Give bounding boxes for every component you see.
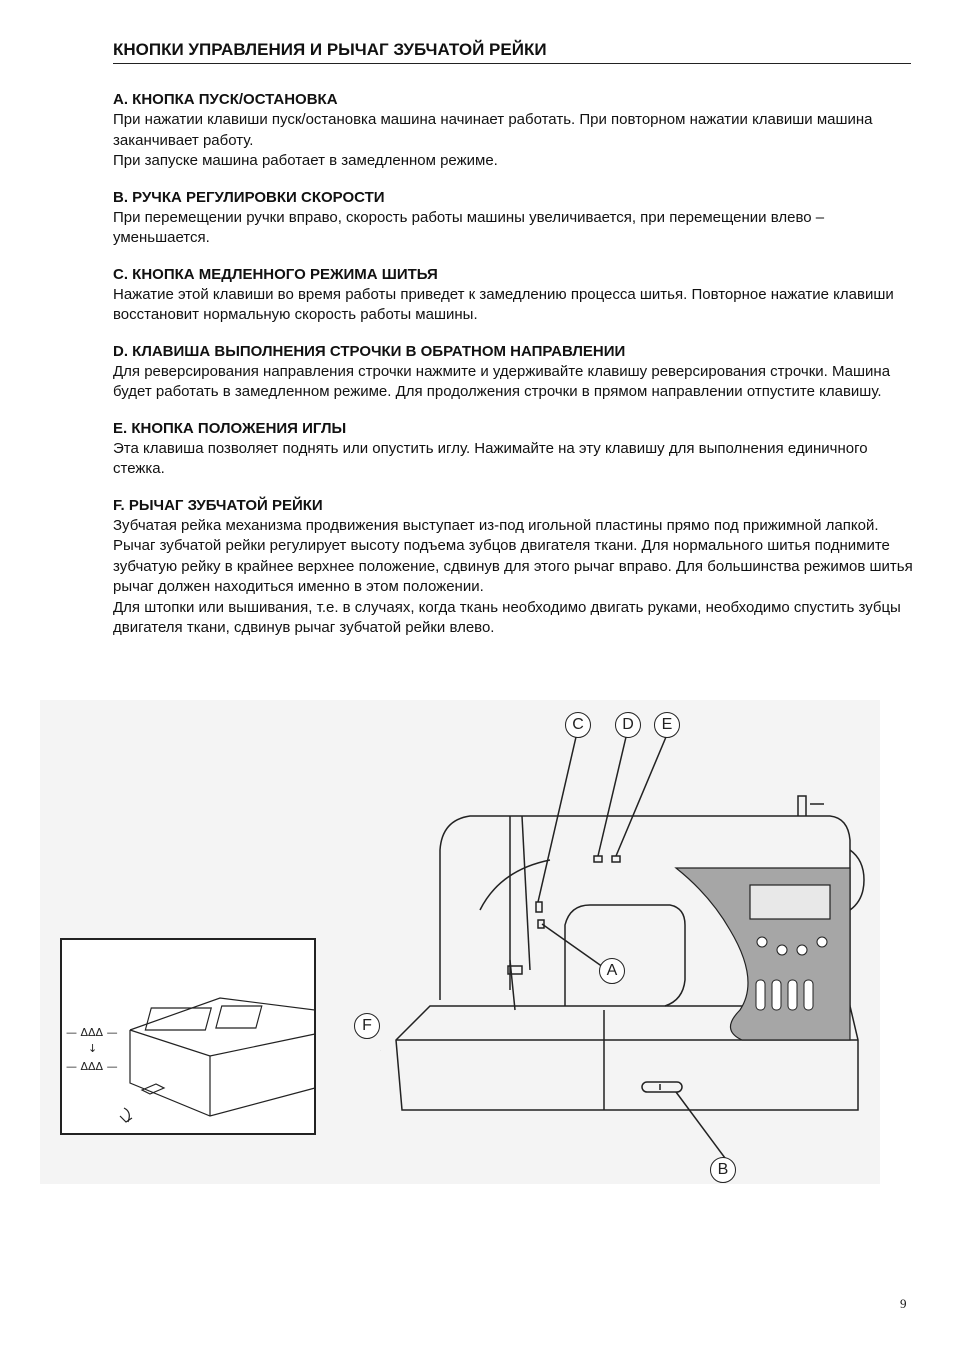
sewing-machine-drawing (380, 710, 880, 1184)
section-paragraph: При нажатии клавиши пуск/остановка машина начинает работать. При повторном нажатии клавиши машина заканчивает работу. (113, 111, 873, 149)
callout-f: F (354, 1013, 380, 1039)
callout-a: A (599, 958, 625, 984)
section-paragraph: Для реверсирования направления строчки нажмите и удерживайте клавишу реверсирования строчки. Машина будет работать в замедленном режиме. Для продолжения строчки в прямом направлении отпустите клавишу. (113, 362, 891, 400)
section-heading: C. КНОПКА МЕДЛЕННОГО РЕЖИМА ШИТЬЯ (113, 265, 438, 283)
section-heading: E. КНОПКА ПОЛОЖЕНИЯ ИГЛЫ (113, 419, 347, 437)
section-paragraph: Эта клавиша позволяет поднять или опустить иглу. Нажимайте на эту клавишу для выполнения единичного стежка. (113, 439, 868, 477)
page-title: КНОПКИ УПРАВЛЕНИЯ И РЫЧАГ ЗУБЧАТОЙ РЕЙКИ (113, 40, 911, 64)
page-number: 9 (900, 1296, 907, 1311)
section-paragraph: Нажатие этой клавиши во время работы приведет к замедлению процесса шитья. Повторное нажатие клавиши восстановит нормальную скорость работы машины. (113, 285, 894, 323)
svg-text:↓: ↓ (88, 1042, 98, 1055)
callout-b: B (710, 1157, 736, 1183)
section-slow-mode (113, 265, 913, 326)
section-needle-position (113, 419, 913, 480)
section-paragraph: Для штопки или вышивания, т.е. в случаях, когда ткань необходимо двигать руками, необходимо спустить зубцы двигателя ткани, сдвинув рычаг зубчатой рейки влево. (113, 598, 901, 636)
section-speed-control (113, 188, 913, 249)
section-start-stop (113, 90, 913, 172)
section-heading: F. РЫЧАГ ЗУБЧАТОЙ РЕЙКИ (113, 496, 323, 514)
callout-e: E (654, 712, 680, 738)
section-paragraph: При перемещении ручки вправо, скорость работы машины увеличивается, при перемещении влево – уменьшается. (113, 208, 825, 246)
instructions-body (113, 90, 913, 655)
svg-text:— ΔΔΔ —: — ΔΔΔ — (66, 1026, 118, 1039)
section-feed-dog-lever (113, 496, 913, 639)
section-heading: B. РУЧКА РЕГУЛИРОВКИ СКОРОСТИ (113, 188, 385, 206)
callout-c: C (565, 712, 591, 738)
section-paragraph: При запуске машина работает в замедленном режиме. (113, 152, 498, 169)
section-heading: D. КЛАВИША ВЫПОЛНЕНИЯ СТРОЧКИ В ОБРАТНОМ НАПРАВЛЕНИИ (113, 342, 626, 360)
callout-d: D (615, 712, 641, 738)
section-reverse (113, 342, 913, 403)
svg-text:— ΔΔΔ —: — ΔΔΔ — (66, 1060, 118, 1073)
feed-dog-inset (60, 938, 316, 1135)
section-heading: A. КНОПКА ПУСК/ОСТАНОВКА (113, 91, 338, 108)
section-paragraph: Зубчатая рейка механизма продвижения выступает из-под игольной пластины прямо под прижимной лапкой. Рычаг зубчатой рейки регулирует высоту подъема зубцов двигателя ткани. Для нормального шитья поднимите зубчатую рейку в крайнее верхнее положение, сдвинув для этого рычаг вправо. Для большинства режимов шитья рычаг должен находиться именно в этом положении. (113, 516, 913, 595)
